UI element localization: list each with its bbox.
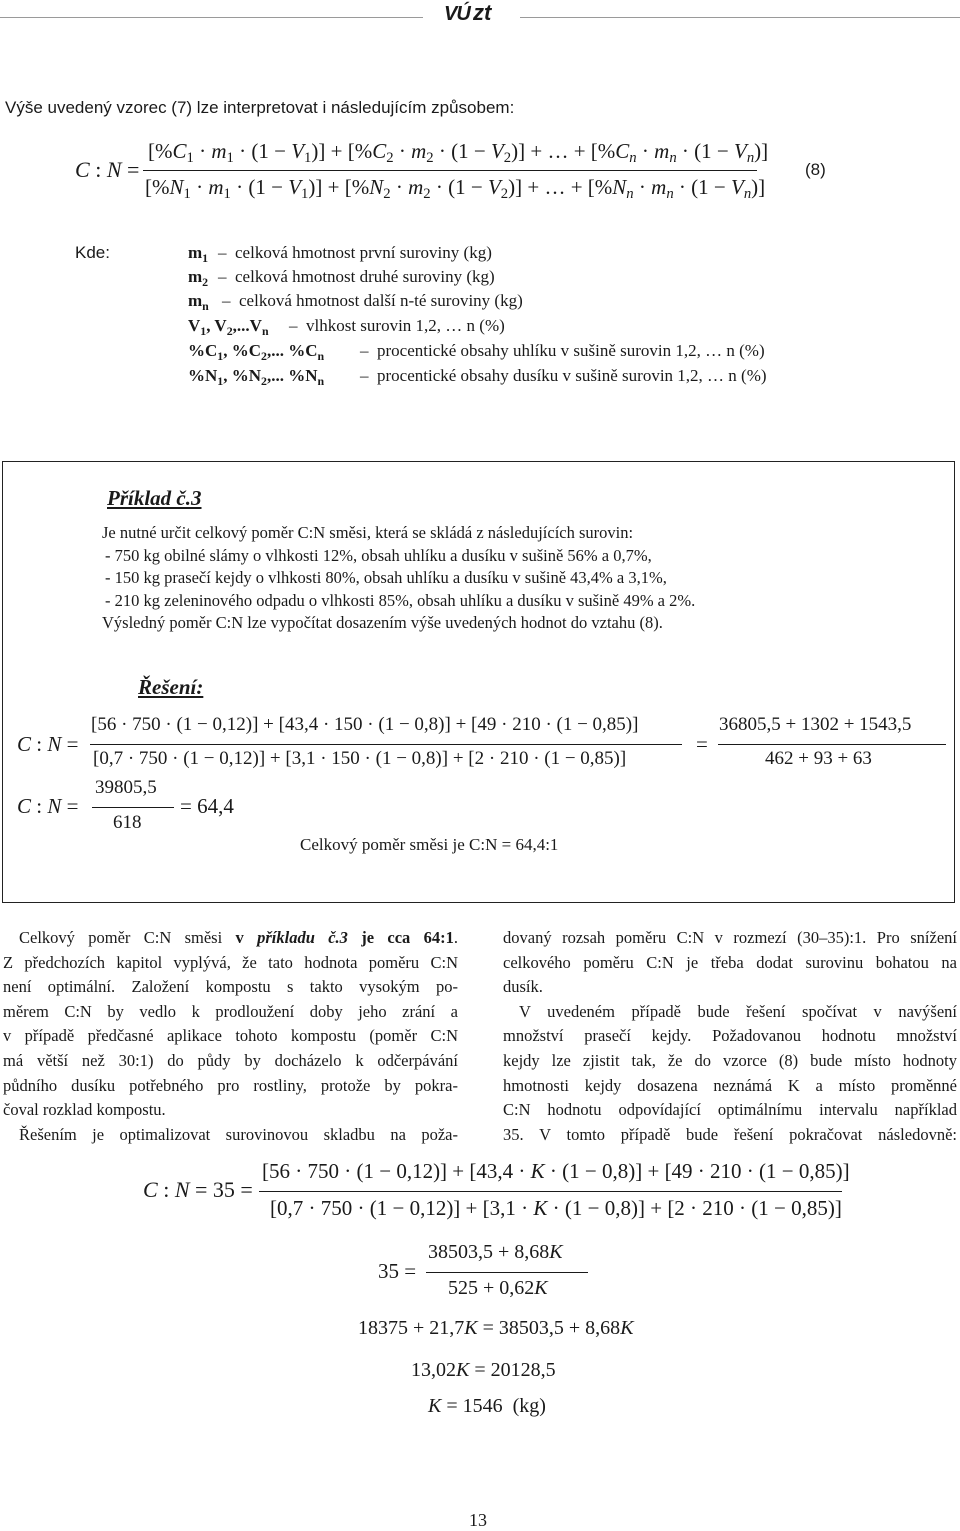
legend-desc-m2-text: celková hmotnost druhé suroviny (kg) <box>235 267 495 286</box>
eq2-denominator: 618 <box>113 812 142 833</box>
legend <box>0 238 960 388</box>
header <box>0 0 960 40</box>
formula-8 <box>0 130 960 210</box>
eq1-lhs: C : N = <box>17 732 79 756</box>
legend-desc-m1: – celková hmotnost první suroviny (kg) <box>218 243 492 262</box>
col-right-line-9: 35. V tomto případě bude řešení pokračovat následovně: <box>503 1124 957 1144</box>
legend-desc-v-text: vlhkost surovin 1,2, … n (%) <box>306 316 505 335</box>
col-right-line-6: kejdy lze zjistit tak, že do vzorce (8) bude místo hodnoty <box>503 1050 957 1070</box>
legend-desc-m2: – celková hmotnost druhé suroviny (kg) <box>218 267 495 286</box>
eq1-numerator: [56 · 750 · (1 − 0,12)] + [43,4 · 150 · (1 − 0,8)] + [49 · 210 · (1 − 0,85)] <box>91 714 639 735</box>
col-right-line-1: dovaný rozsah poměru C:N v rozmezí (30–35):1. Pro snížení <box>503 928 957 947</box>
page-number: 13 <box>469 1510 487 1530</box>
legend-desc-c-text: procentické obsahy uhlíku v sušině surovin 1,2, … n (%) <box>377 341 765 360</box>
legend-desc-mn: – celková hmotnost další n-té suroviny (kg) <box>222 291 523 310</box>
svg-text:VÚ: VÚ <box>444 3 470 24</box>
eq2-lhs: C : N = <box>17 794 79 818</box>
column-right <box>503 926 957 1147</box>
eq1-fraction-bar-2 <box>718 744 946 745</box>
legend-desc-v: – vlhkost surovin 1,2, … n (%) <box>289 316 505 335</box>
example-text <box>102 522 695 635</box>
example-line-5: Výsledný poměr C:N lze vypočítat dosazením výše uvedených hodnot do vztahu (8). <box>102 613 663 632</box>
col-left-line-5: v případě předčasné aplikace tohoto kompostu (poměr C:N <box>3 1026 458 1046</box>
eq2-numerator: 39805,5 <box>95 777 157 798</box>
eq1-numerator2: 36805,5 + 1302 + 1543,5 <box>719 714 912 735</box>
eq-d: 13,02K = 20128,5 <box>411 1359 556 1381</box>
solution-title: Řešení: <box>138 675 204 699</box>
legend-desc-mn-text: celková hmotnost další n-té suroviny (kg) <box>239 291 523 310</box>
eq-a-denominator: [0,7 · 750 · (1 − 0,12)] + [3,1 · K · (1 − 0,8)] + [2 · 210 · (1 − 0,85)] <box>270 1196 842 1220</box>
formula-8-number: (8) <box>805 160 826 179</box>
eq1-fraction-bar <box>90 744 682 745</box>
eq-c: 18375 + 21,7K = 38503,5 + 8,68K <box>358 1317 634 1339</box>
example-line-1: Je nutné určit celkový poměr C:N směsi, která se skládá z následujících surovin: <box>102 523 634 542</box>
example-box <box>2 461 955 903</box>
legend-desc-c: – procentické obsahy uhlíku v sušině surovin 1,2, … n (%) <box>360 341 765 360</box>
eq1-equals: = <box>696 732 708 756</box>
formula-8-denominator: [%N1 · m1 · (1 − V1)] + [%N2 · m2 · (1 − V2)] + … + [%Nn · mn · (1 − Vn)] <box>145 175 766 202</box>
col-left-line-1: Celkový poměr C:N směsi v příkladu č.3 je cca 64:1. <box>19 928 459 947</box>
eq2-fraction-bar <box>92 807 174 808</box>
legend-term-c: $\%C_1$, $\%C_2$,... $\%C_n$ <box>188 341 325 363</box>
col-right-line-7: hmotnosti kejdy dosazena neznámá K a místo proměnné <box>503 1075 957 1095</box>
header-rule-right <box>520 17 960 18</box>
legend-desc-m1-text: celková hmotnost první suroviny (kg) <box>235 243 492 262</box>
formula-8-fraction-bar <box>143 170 757 171</box>
col-left-line-9: Řešením je optimalizovat surovinovou skladbu na poža- <box>19 1124 458 1144</box>
eq-a-lhs: C : N = 35 = <box>143 1177 253 1202</box>
example-line-4: - 210 kg zeleninového odpadu o vlhkosti 85%, obsah uhlíku a dusíku v sušině 49% a 2%. <box>105 590 696 610</box>
eq-b-numerator: 38503,5 + 8,68K <box>428 1241 563 1263</box>
col-left-line-8: čoval rozklad kompostu. <box>3 1100 166 1120</box>
col-right-line-2: celkového poměru C:N je třeba dodat surovinu bohatou na <box>503 952 957 972</box>
legend-term-m2: $m_2$ <box>188 267 209 289</box>
legend-term-m1: $m_1$ <box>188 243 209 265</box>
intro-text: Výše uvedený vzorec (7) lze interpretovat i následujícím způsobem: <box>5 98 515 117</box>
svg-text:zt: zt <box>473 0 492 24</box>
formula-8-lhs: C : N = <box>75 157 140 182</box>
eq-a-fraction-bar <box>259 1191 842 1192</box>
header-rule-left <box>0 17 423 18</box>
eq1-denominator: [0,7 · 750 · (1 − 0,12)] + [3,1 · 150 · (1 − 0,8)] + [2 · 210 · (1 − 0,85)] <box>93 748 627 769</box>
eq1-denominator2: 462 + 93 + 63 <box>765 748 872 769</box>
formula-8-numerator: [%C1 · m1 · (1 − V1)] + [%C2 · m2 · (1 − V2)] + … + [%Cn · mn · (1 − Vn)] <box>148 139 769 166</box>
legend-term-mn: $m_n$ <box>188 291 209 313</box>
vuzt-logo <box>443 0 513 29</box>
eq-b-fraction-bar <box>426 1272 588 1273</box>
eq-b-lhs: 35 = <box>378 1259 417 1283</box>
col-right-line-8: C:N hodnotu odpovídající optimálnímu intervalu například <box>503 1100 957 1120</box>
legend-term-n: $\%N_1$, $\%N_2$,... $\%N_n$ <box>188 366 325 388</box>
col-left-line-6: má větší než 30:1) do půdy by docházelo k odčerpávání <box>3 1050 458 1070</box>
eq2-result: = 64,4 <box>180 794 234 818</box>
col-left-line-2: Z předchozích kapitol vyplývá, že tato hodnota poměru C:N <box>3 952 458 972</box>
legend-desc-n-text: procentické obsahy dusíku v sušině surovin 1,2, … n (%) <box>377 366 767 385</box>
example-line-2: - 750 kg obilné slámy o vlhkosti 12%, obsah uhlíku a dusíku v sušině 56% a 0,7%, <box>105 545 652 565</box>
col-right-line-4: V uvedeném případě bude řešení spočívat v navýšení <box>519 1001 957 1021</box>
col-left-line-4: měrem C:N by vedlo k prodloužení doby jeho zrání a <box>3 1001 458 1021</box>
col-left-line-7: půdního dusíku potřebného pro rostliny, protože by pokra- <box>3 1075 458 1095</box>
vuzt-logo-graphic <box>443 0 513 24</box>
legend-term-v: $V_1$, $V_2,...V_n$ <box>188 316 269 338</box>
eq-e: K = 1546 (kg) <box>428 1395 546 1417</box>
legend-desc-n: – procentické obsahy dusíku v sušině surovin 1,2, … n (%) <box>360 366 767 385</box>
eq-a-numerator: [56 · 750 · (1 − 0,12)] + [43,4 · K · (1 − 0,8)] + [49 · 210 · (1 − 0,85)] <box>262 1159 850 1183</box>
example-title: Příklad č.3 <box>107 486 202 510</box>
legend-label: Kde: <box>75 243 110 262</box>
eq-b-denominator: 525 + 0,62K <box>448 1277 548 1299</box>
col-left-line-3: není optimální. Založení kompostu s takto vysokým po- <box>3 977 458 997</box>
bottom-equations <box>0 1150 960 1450</box>
example-conclusion: Celkový poměr směsi je C:N = 64,4:1 <box>300 835 559 854</box>
col-right-line-5: množství prasečí kejdy. Požadovanou hodnotu množství <box>503 1026 957 1046</box>
example-line-3: - 150 kg prasečí kejdy o vlhkosti 80%, obsah uhlíku a dusíku v sušině 43,4% a 3,1%, <box>105 568 667 587</box>
col-right-line-3: dusík. <box>503 977 543 997</box>
column-left <box>3 926 458 1147</box>
